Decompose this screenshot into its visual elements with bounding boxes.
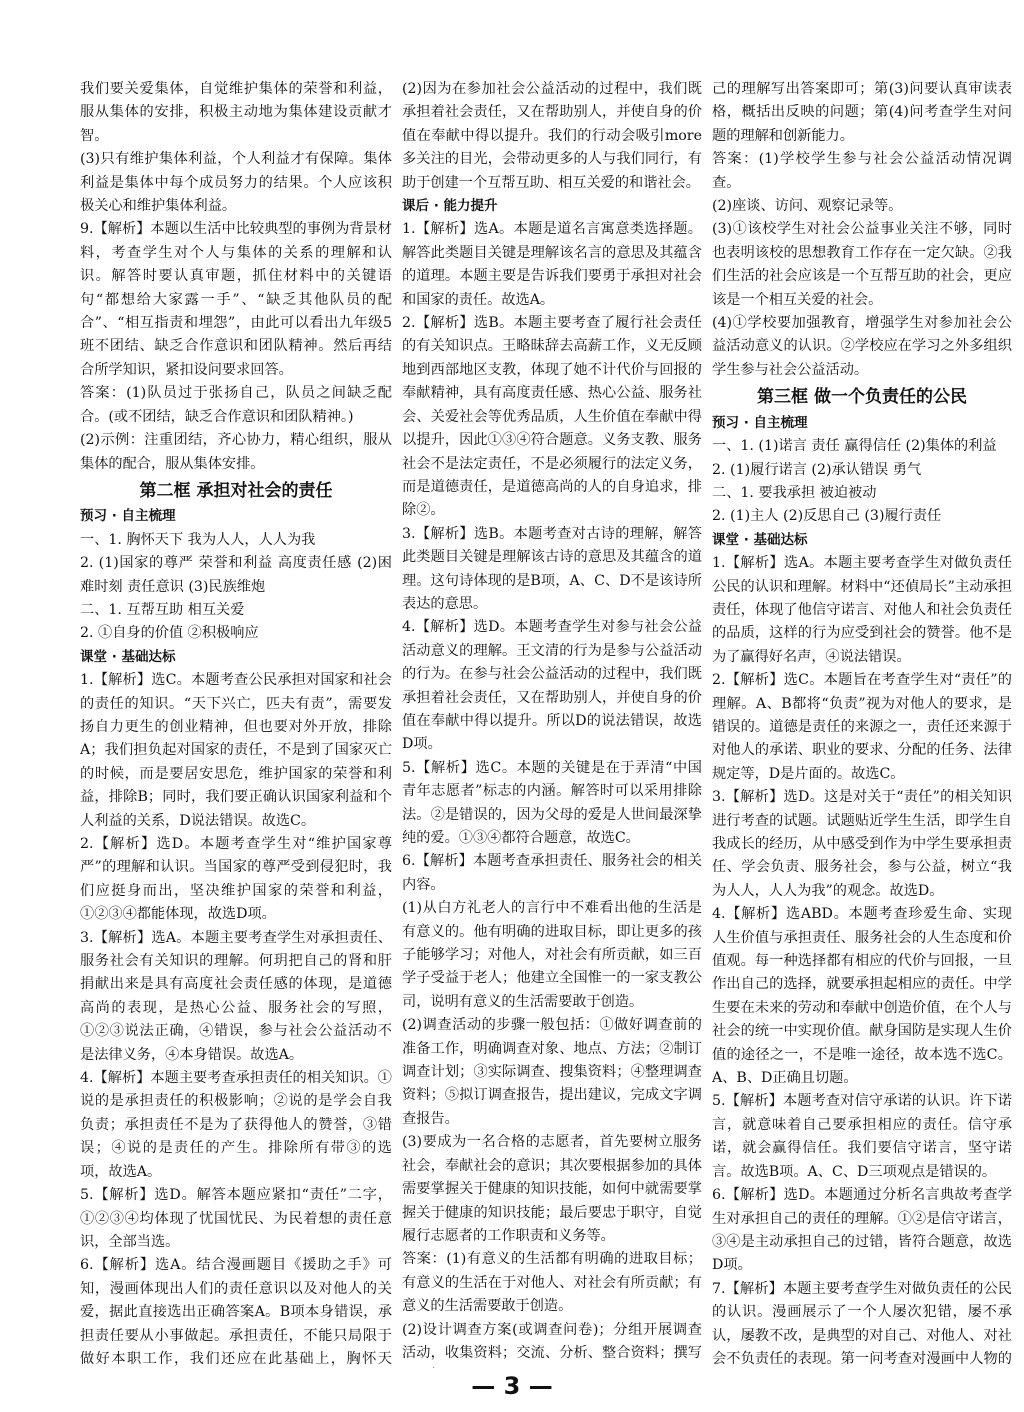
column-right [712,78,1012,1368]
question-analysis: 6.【解析】选A。结合漫画题目《援助之手》可知，漫画体现出人们的责任意识以及对他人的关爱，据此直接选出正确答案A。B项本身错误，承担责任要从小事做起。承担责任，不能只局限于做好本职工作，我们还应在此基础上，胸怀天 [80,1257,392,1367]
question-analysis: 6.【解析】选D。本题通过分析名言典故考查学生对承担自己的责任的理解。①②是信守诺言，③④是主动承担自己的过错，皆符合题意，故选D项。 [712,1187,1012,1274]
question-analysis: 6.【解析】本题考查承担责任、服务社会的相关内容。 (1)从白方礼老人的言行中不难看出他的生活是有意义的。他有明确的进取目标，即让更多的孩子能够学习；对他人，对社会有所贡献，如三百学子受益于老人；他建立全国惟一的一家支教公司，说明有意义的生活需要敢于创造。 (2)调查活动的步骤一般包括：①做好调查前的准备工作，明确调查对象、地点、方法；②制订调查计划；③实际调查、搜集资料；④整理调查资料；⑤拟订调查报告，提出建议，完成文字调查报告。 (3)要成为一名合格的志愿者，首先要树立服务社会，奉献社会的意识；其次要根据参加的具体需要掌握关于健康的知识技能，如何中就需要掌握关于健康的知识技能；最后要忠于职守，自觉履行志愿者的工作职责和义务等。 [402,853,702,1244]
column-middle [402,78,702,1368]
paragraph: 我们要关爱集体，自觉维护集体的荣誉和利益，服从集体的安排，积极主动地为集体建设贡献才智。 [80,81,392,144]
paragraph: (3)只有维护集体利益，个人利益才有保障。集体利益是集体中每个成员努力的结果。个人应该积极关心和维护集体利益。 [80,151,392,215]
answer-block: 答案：(1)队员过于张扬自己，队员之间缺乏配合。(或不团结，缺乏合作意识和团队精神。) [80,385,392,425]
paragraph: 己的理解写出答案即可；第(3)问要认真审读表格，概括出反映的问题；第(4)问考查学生对问题的理解和创新能力。 [712,81,1012,144]
question-analysis: 1.【解析】选A。本题是道名言寓意类选择题。解答此类题目关键是理解该名言的意思及其蕴含的道理。本题主要是告诉我们要勇于承担对社会和国家的责任。故选A。 [402,221,702,308]
question-analysis: 2.【解析】选B。本题主要考查了履行社会责任的有关知识点。王略昧辞去高薪工作，义无反顾地到西部地区支教，体现了她不计代价与回报的奉献精神，具有高度责任感、热心公益、服务社会、关爱社会等优秀品质，人生价值在奉献中得以提升，因此①③④符合题意。义务支教、服务社会不是法定责任，不是必须履行的法定义务，而是道德责任，是道德高尚的人的自身追求，排除②。 [402,315,702,519]
question-analysis: 4.【解析】本题主要考查承担责任的相关知识。①说的是承担责任的积极影响；②说的是学会自我负责；承担责任不是为了获得他人的赞誉，③错误；④说的是责任的产生。排除所有带③的选项，故选A。 [80,1070,392,1180]
column-left [80,78,392,1368]
page-number: — 3 — [471,1372,553,1400]
question-analysis: 7.【解析】本题主要考查学生对做负责任的公民的认识。漫画展示了一个人屡次犯错，屡不承认，屡教不改，是典型的对自己、对他人、对社会不负责任的表现。第一问考查对漫画中人物的 [712,1280,1012,1367]
question-analysis: 3.【解析】选D。这是对关于“责任”的相关知识进行考查的试题。试题贴近学生生活，即学生自我成长的经历，从中感受到作为中学生要承担责任、学会负责、服务社会，参与公益，树立“我为人人，人人为我”的观念。故选D。 [712,789,1012,899]
question-analysis: 2.【解析】选C。本题旨在考查学生对“责任”的理解。A、B都将“负责”视为对他人的要求，是错误的。道德是责任的来源之一，责任还来源于对他人的承诺、职业的要求、分配的任务、法律规定等，D是片面的。故选C。 [712,672,1012,782]
question-analysis: 3.【解析】选B。本题考查对古诗的理解，解答此类题目关键是理解该古诗的意思及其蕴含的道理。这句诗体现的是B项，A、C、D不是该诗所表达的意思。 [402,525,702,612]
section-title: 第二框 承担对社会的责任 [139,480,333,501]
question-analysis: 3.【解析】选A。本题主要考查学生对承担责任、服务社会有关知识的理解。何玥把自己的肾和肝捐献出来是具有高度社会责任感的体现，是道德高尚的表现，是热心公益、服务社会的写照，①②③说法正确，④错误，参与社会公益活动不是法律义务，④本身错误。故选A。 [80,929,392,1063]
question-analysis: 5.【解析】选C。本题的关键是在于弄清“中国青年志愿者”标志的内涵。解答时可以采用排除法。②是错误的，因为父母的爱是人世间最深挚纯的爱。①③④都符合题意，故选C。 [402,759,702,846]
subsection-heading: 课堂 · 基础达标 [80,648,176,665]
preview-answers: 一、1. 胸怀天下 我为人人，人人为我 2. (1)国家的尊严 荣誉和利益 高度责任感 (2)困难时刻 责任意识 (3)民族维炮 二、1. 互帮互助 相互关爱 2. ①自身的价值 ②积极响应 [80,531,392,642]
paragraph: (2)因为在参加社会公益活动的过程中，我们既承担着社会责任，又在帮助别人，并使自身的价值在奉献中得以提升。我们的行动会吸引more多关注的目光，会带动更多的人与我们同行，有助于创建一个互帮互助、相互关爱的和谐社会。 [402,81,702,191]
answer-block: 答案：(1)学校学生参与社会公益活动情况调查。 (2)座谈、访问、观察记录等。 (3)①该校学生对社会公益事业关注不够，同时也表明该校的思想教育工作存在一定欠缺。②我们生活的社会应该是一个互帮互助的社会，更应该是一个相互关爱的社会。 (4)①学校要加强教育，增强学生对参加社会公益活动意义的认识。②学校应在学习之外多组织学生参与社会公益活动。 [712,151,1012,378]
subsection-heading: 课后 · 能力提升 [402,198,498,215]
subsection-heading: 预习 · 自主梳理 [712,414,808,431]
subsection-heading: 预习 · 自主梳理 [80,508,176,525]
paragraph: (2)示例：注重团结，齐心协力，精心组织，服从集体的配合，服从集体安排。 [80,432,392,472]
preview-answers: 一、1. (1)诺言 责任 赢得信任 (2)集体的利益 2. (1)履行诺言 (2)承认错误 勇气 二、1. 要我承担 被迫被动 2. (1)主人 (2)反思自己 (3)履行责任 [712,438,997,525]
question-analysis: 1.【解析】选C。本题考查公民承担对国家和社会的责任的知识。“天下兴亡，匹夫有责”，需要发扬自力更生的创业精神，但也要对外开放，排除A；我们担负起对国家的责任，不是到了国家灭亡的时候，而是要居安思危，维护国家的荣誉和利益，排除B；同时，我们要正确认识国家利益和个人利益的关系，D说法错误。故选C。 [80,672,392,829]
question-analysis: 1.【解析】选A。本题主要考查学生对做负责任公民的认识和理解。材料中“还偵局长”主动承担责任，体现了他信守诺言、对他人和社会负责任的品质，这样的行为应受到社会的赞誉。他不是为了赢得好名声，④说法错误。 [712,555,1012,665]
answer-block: 答案：(1)有意义的生活都有明确的进取目标；有意义的生活在于对他人、对社会有所贡献；有意义的生活需要敢于创造。 (2)设计调查方案(或调查问卷)；分组开展调查活动，收集资料；交流、分析、整合资料；撰写 [402,1251,702,1361]
subsection-heading: 课堂 · 基础达标 [712,531,808,548]
question-analysis: 2.【解析】选D。本题考查学生对“维护国家尊严”的理解和认识。当国家的尊严受到侵犯时，我们应挺身而出，坚决维护国家的荣誉和利益，①②③④都能体现，故选D项。 [80,836,392,923]
question-analysis: 5.【解析】选D。解答本题应紧扣“责任”二字，①②③④均体现了忧国忧民、为民着想的责任意识，全部当选。 [80,1187,392,1250]
question-9-analysis: 9.【解析】本题以生活中比较典型的事例为背景材料，考查学生对个人与集体的关系的理解和认识。解答时要认真审题，抓住材料中的关键语句“都想给大家露一手”、“缺乏其他队员的配合”、“相互指责和埋怨”，由此可以看出九年级5班不团结、缺乏合作意识和团队精神。然后再结合所学知识，紧扣设问要求回答。 [80,221,392,378]
question-analysis: 4.【解析】选ABD。本题考查珍爱生命、实现人生价值与承担责任、服务社会的人生态度和价值观。每一种选择都有相应的代价与回报，一旦作出自己的选择，就要承担起相应的责任。中学生要在未来的劳动和奉献中创造价值，在个人与社会的统一中实现价值。献身国防是实现人生价值的途径之一，不是唯一途径，故本选不选C。A、B、D正确且切题。 [712,906,1012,1087]
question-analysis: 4.【解析】选D。本题考查学生对参与社会公益活动意义的理解。王文清的行为是参与公益活动的行为。在参与社会公益活动的过程中，我们既承担着社会责任，又在帮助别人，并使自身的价值在奉献中得以提升。所以D的说法错误，故选D项。 [402,619,702,753]
question-analysis: 5.【解析】本题考查对信守承诺的认识。许下诺言，就意味着自己要承担相应的责任。信守承诺，就会赢得信任。我们要信守诺言，坚守诺言。故选B项。A、C、D三项观点是错误的。 [712,1093,1012,1180]
section-title: 第三框 做一个负责任的公民 [757,387,967,408]
